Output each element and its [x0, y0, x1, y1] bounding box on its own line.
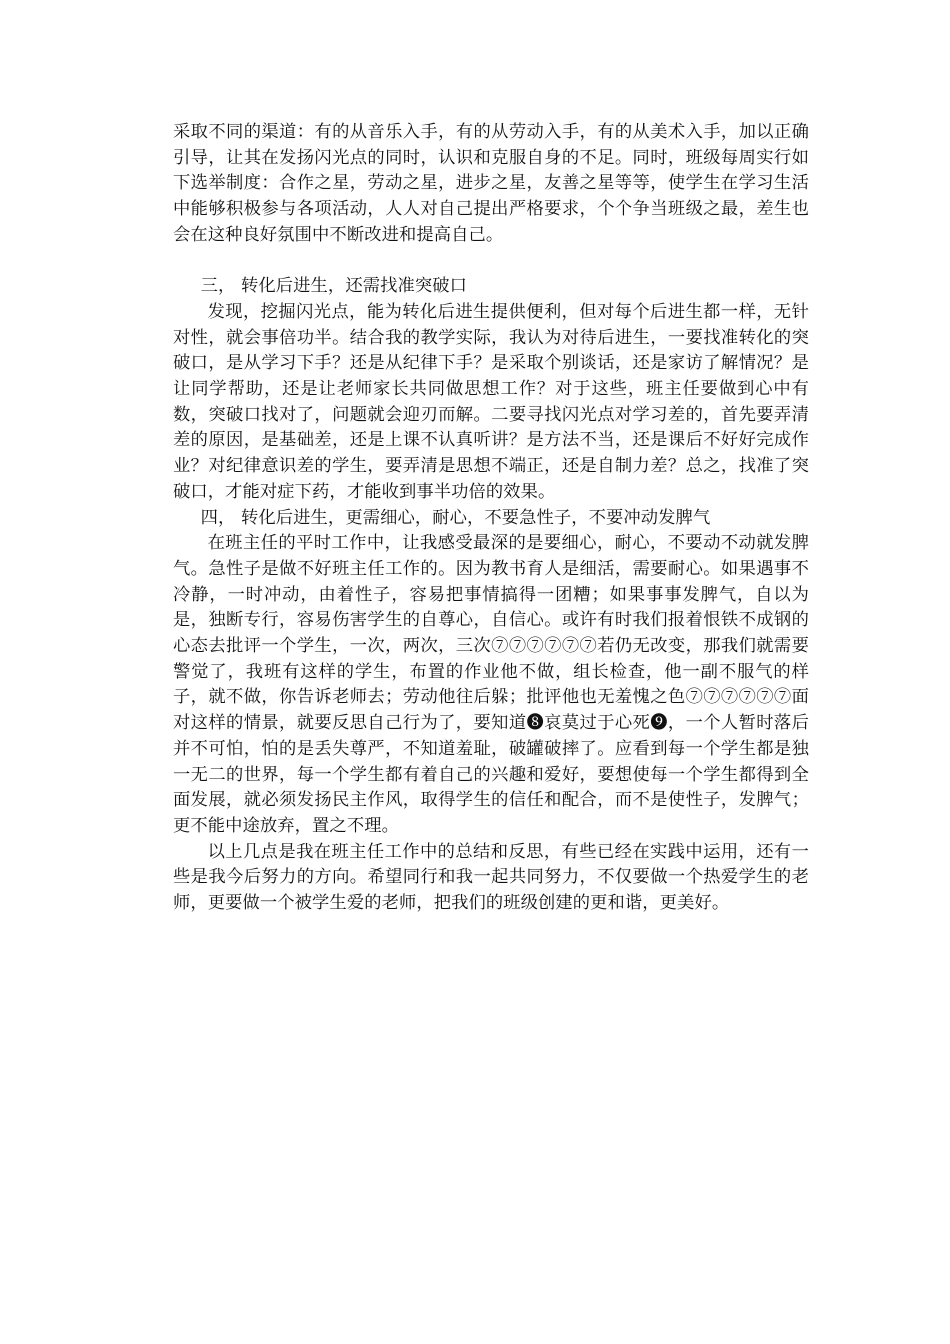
section-heading-4: 四， 转化后进生，更需细心，耐心，不要急性子，不要冲动发脾气 [200, 507, 711, 528]
paragraph-section-3: 发现，挖掘闪光点，能为转化后进生提供便利，但对每个后进生都一样，无针对性，就会事倍功半。结合我的教学实际，我认为对待后进生，一要找准转化的突破口，是从学习下手？还是从纪律下手？是采取个别谈话，还是家访了解情况？是让同学帮助，还是让老师家长共同做思想工作？对于这些，班主任要做到心中有数，突破口找对了，问题就会迎刃而解。二要寻找闪光点对学习差的，首先要弄清差的原因，是基础差，还是上课不认真听讲？是方法不当，还是课后不好好完成作业？对纪律意识差的学生，要弄清是思想不端正，还是自制力差？总之，找准了突破口，才能对症下药，才能收到事半功倍的效果。 [173, 301, 809, 502]
blank-line [173, 249, 809, 275]
paragraph-conclusion: 以上几点是我在班主任工作中的总结和反思，有些已经在实践中运用，还有一些是我今后努力的方向。希望同行和我一起共同努力，不仅要做一个热爱学生的老师，更要做一个被学生爱的老师，把我们的班级创建的更和谐，更美好。 [173, 841, 809, 914]
paragraph-section-4: 在班主任的平时工作中，让我感受最深的是要细心，耐心，不要动不动就发脾气。急性子是做不好班主任工作的。因为教书育人是细活，需要耐心。如果遇事不冷静，一时冲动，由着性子，容易把事情搞得一团糟；如果事事发脾气，自以为是，独断专行，容易伤害学生的自尊心，自信心。或许有时我们报着恨铁不成钢的心态去批评一个学生，一次，两次，三次⑦⑦⑦⑦⑦⑦若仍无改变，那我们就需要警觉了，我班有这样的学生，布置的作业他不做，组长检查，他一副不服气的样子，就不做，你告诉老师去；劳动他往后躲；批评他也无羞愧之色⑦⑦⑦⑦⑦⑦面对这样的情景，就要反思自己行为了，要知道❽哀莫过于心死❾，一个人暂时落后并不可怕，怕的是丢失尊严，不知道羞耻，破罐破摔了。应看到每一个学生都是独一无二的世界，每一个学生都有着自己的兴趣和爱好，要想使每一个学生都得到全面发展，就必须发扬民主作风，取得学生的信任和配合，而不是使性子，发脾气；更不能中途放弃，置之不理。 [173, 533, 809, 836]
document-body [173, 120, 809, 917]
section-heading-3: 三， 转化后进生，还需找准突破口 [200, 276, 467, 297]
paragraph-continued: 采取不同的渠道：有的从音乐入手，有的从劳动入手，有的从美术入手，加以正确引导，让其在发扬闪光点的同时，认识和克服自身的不足。同时，班级每周实行如下选举制度：合作之星，劳动之星，进步之星，友善之星等等，使学生在学习生活中能够积极参与各项活动，人人对自己提出严格要求，个个争当班级之最，差生也会在这种良好氛围中不断改进和提高自己。 [173, 122, 809, 245]
